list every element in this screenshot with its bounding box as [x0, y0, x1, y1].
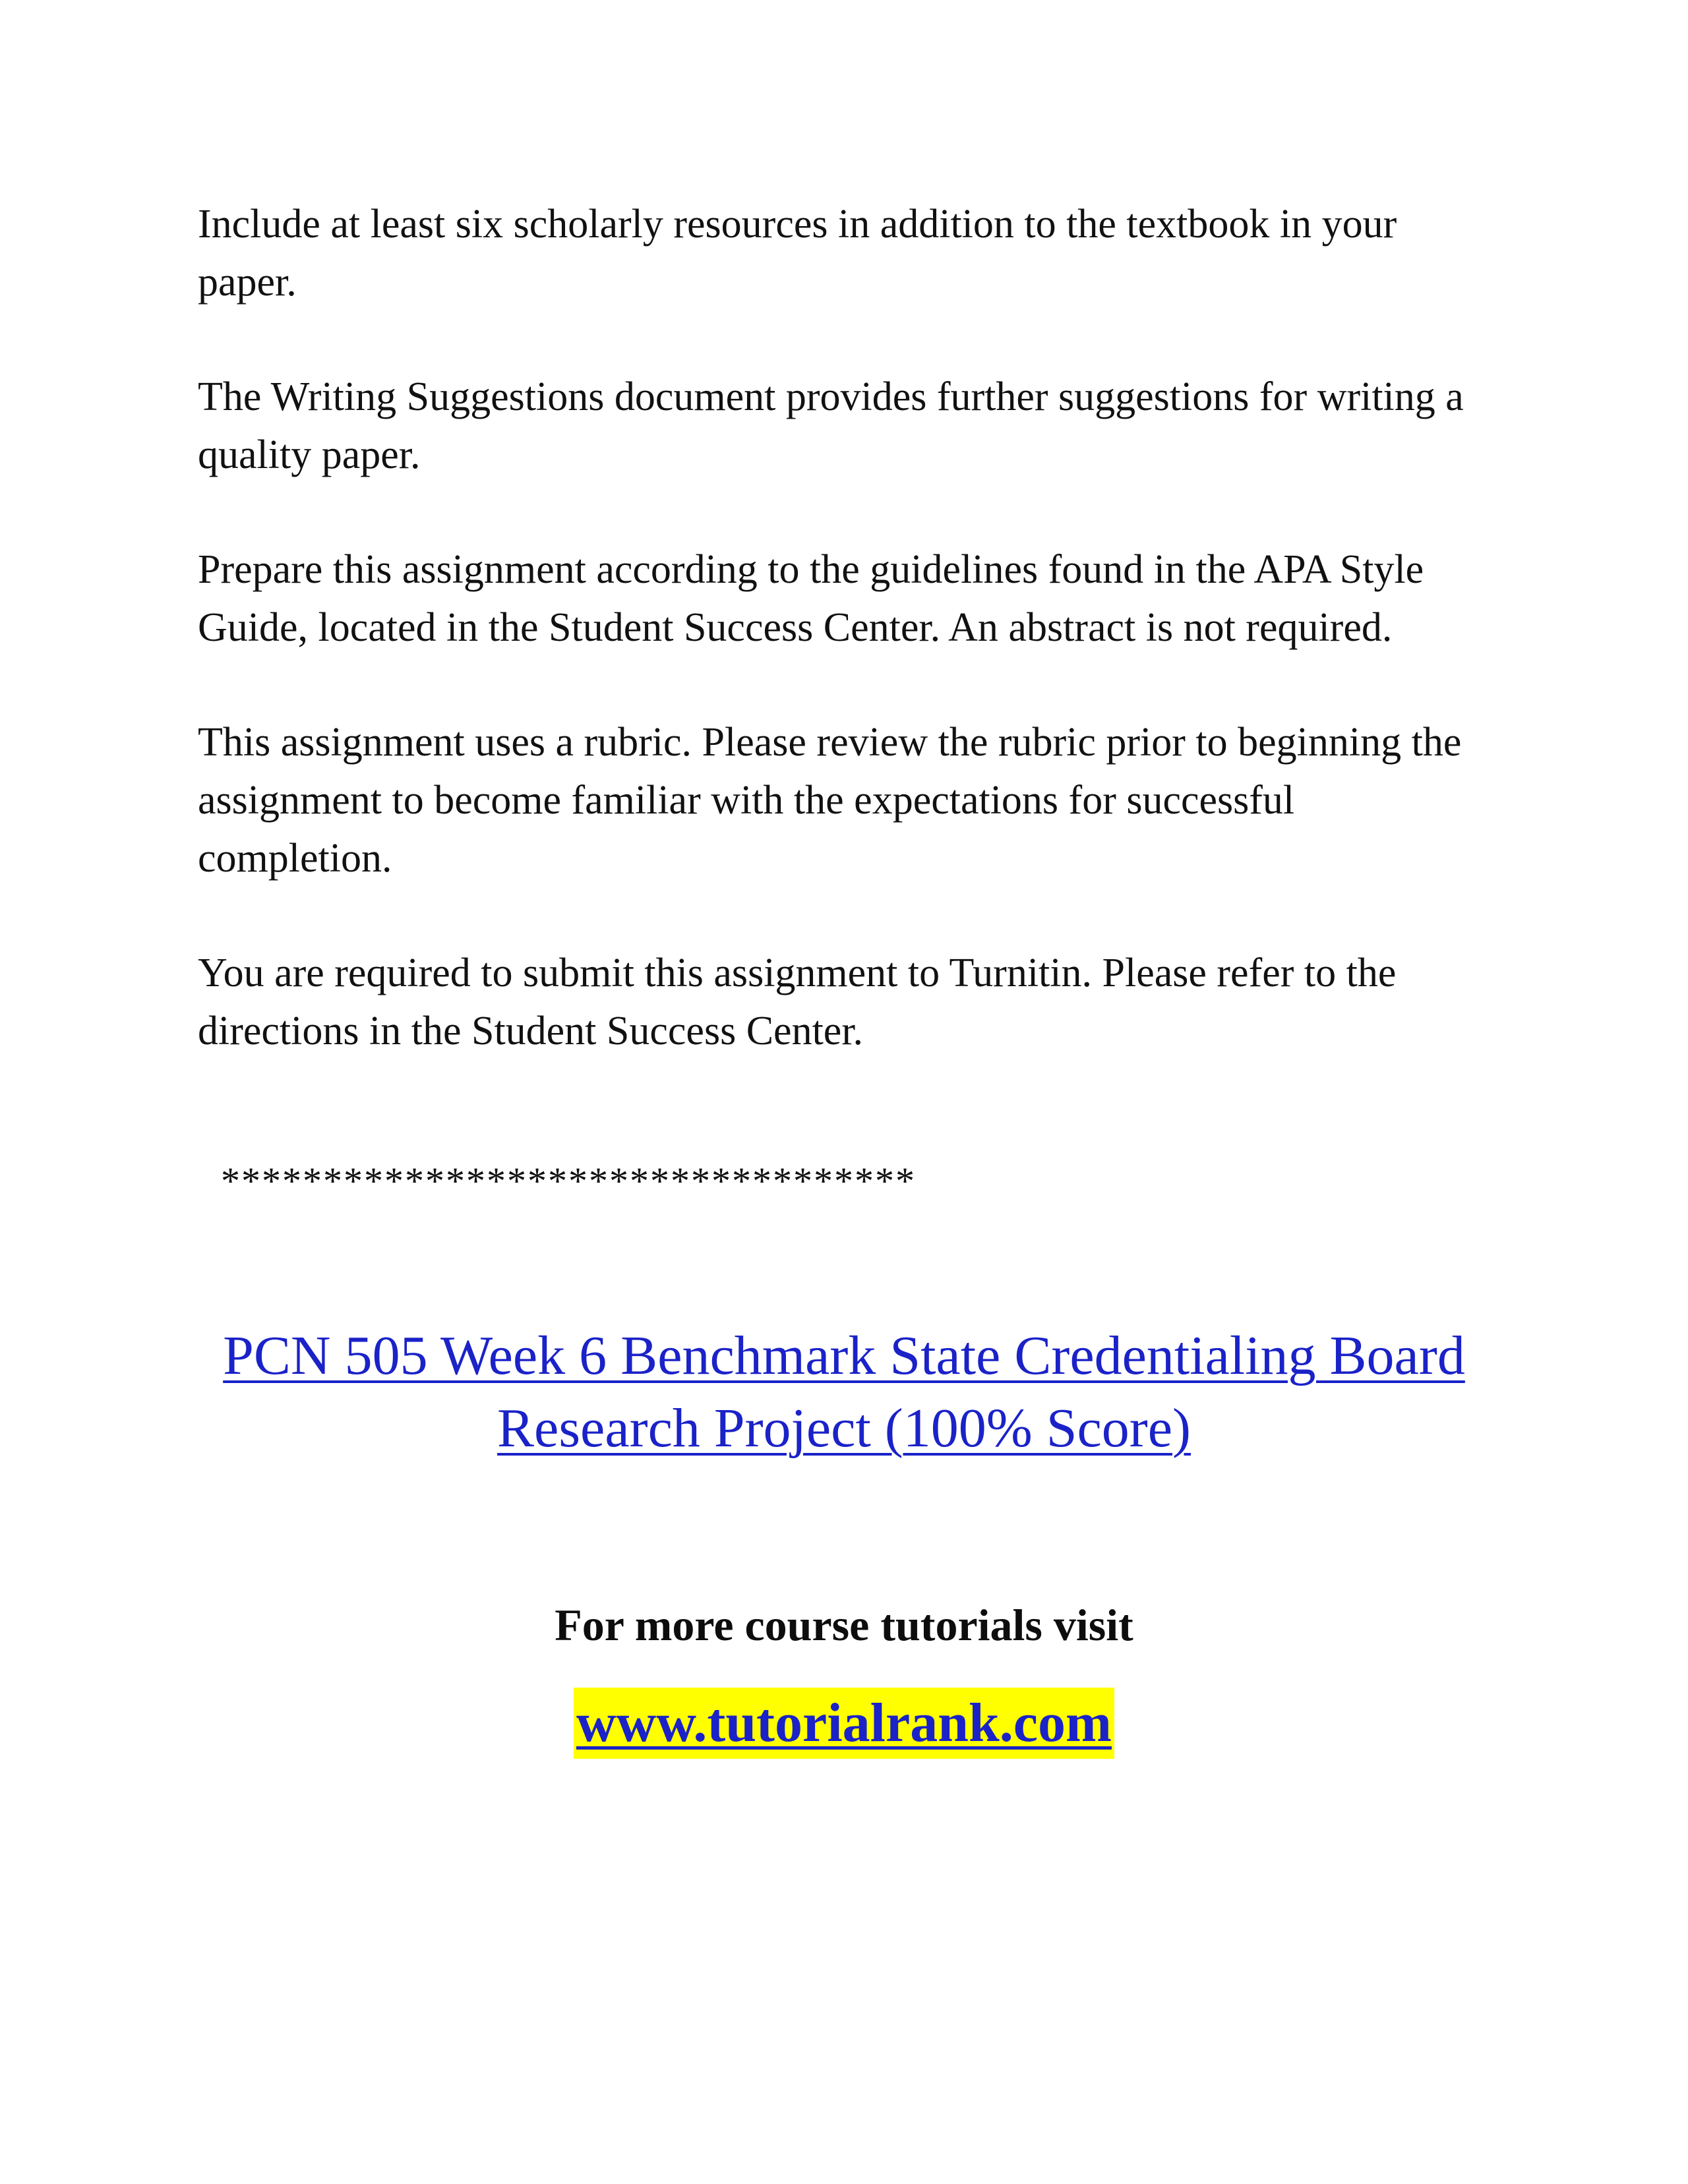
assignment-instructions [198, 195, 1490, 1060]
paragraph-writing-suggestions: The Writing Suggestions document provides further suggestions for writing a quality paper. [198, 374, 1464, 477]
course-title-line-1: PCN 505 Week 6 Benchmark State Credentialing Board [223, 1325, 1465, 1386]
paragraph-scholarly-resources: Include at least six scholarly resources in addition to the textbook in your paper. [198, 202, 1397, 305]
visit-label: For more course tutorials visit [555, 1600, 1133, 1650]
asterisk-separator: ********************************** [221, 1160, 916, 1202]
paragraph-turnitin: You are required to submit this assignment to Turnitin. Please refer to the directions in the Student Success Center. [198, 951, 1397, 1053]
paragraph-apa-guidelines: Prepare this assignment according to the guidelines found in the APA Style Guide, located in the Student Success Center. An abstract is not required. [198, 547, 1424, 650]
paragraph-rubric: This assignment uses a rubric. Please review the rubric prior to beginning the assignment to become familiar with the expectations for successful completion. [198, 720, 1462, 881]
course-title-link[interactable] [0, 1320, 1688, 1465]
course-title-line-2: Research Project (100% Score) [497, 1398, 1191, 1459]
website-container [0, 1688, 1688, 1759]
website-link[interactable]: www.tutorialrank.com [574, 1688, 1114, 1759]
